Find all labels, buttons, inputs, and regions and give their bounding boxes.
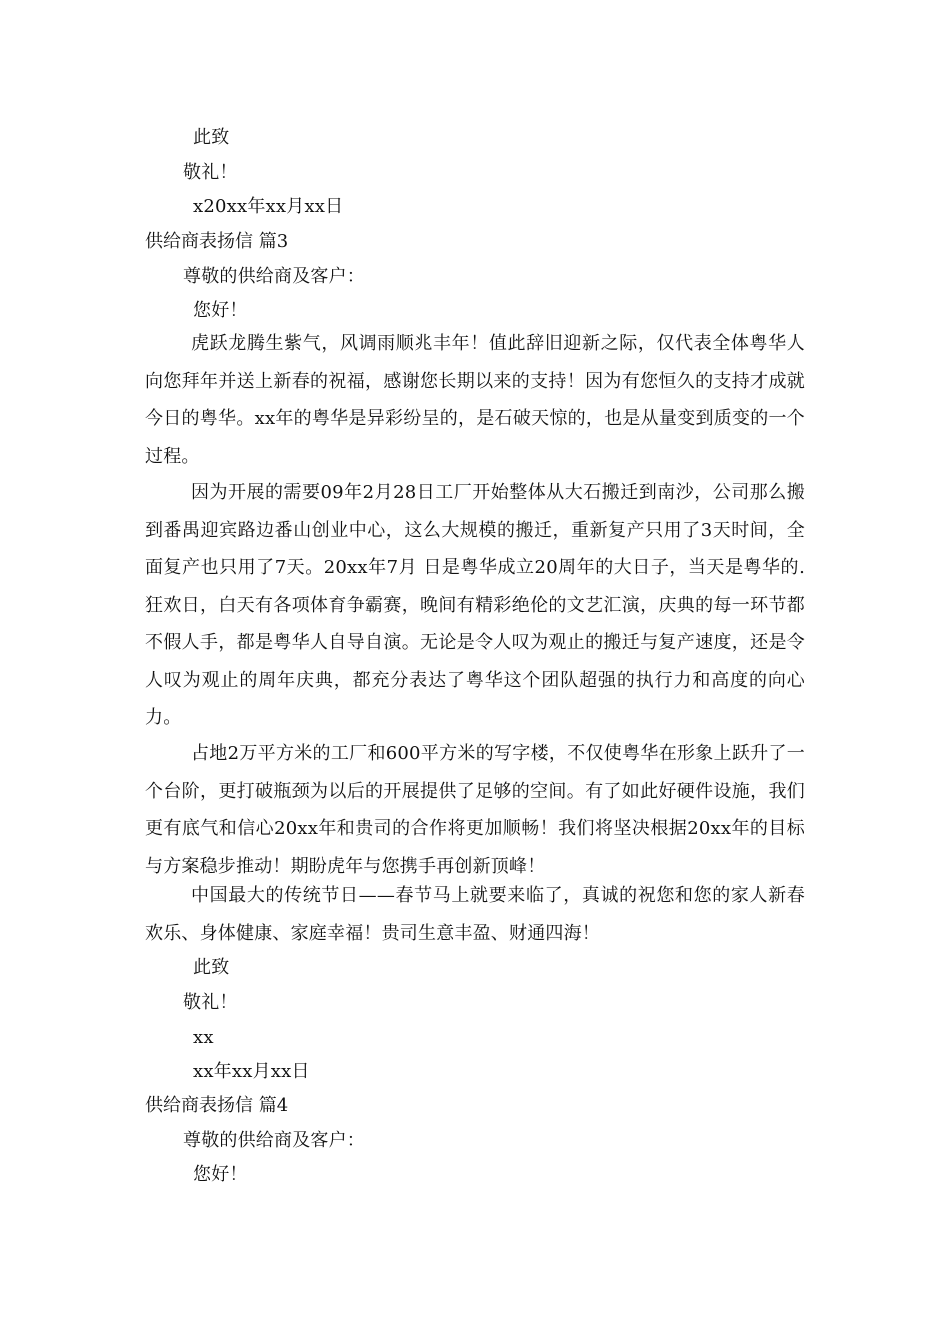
closing-regards: 敬礼！	[183, 162, 238, 183]
closing-salutation: 此致	[193, 127, 230, 148]
letter-greeting: 您好！	[193, 1164, 248, 1185]
body-paragraph: 虎跃龙腾生紫气，风调雨顺兆丰年！值此辞旧迎新之际，仅代表全体粤华人向您拜年并送上新春的祝福，感谢您长期以来的支持！因为有您恒久的支持才成就今日的粤华。xx年的粤华是异彩纷呈的，是石破天惊的，也是从量变到质变的一个过程。	[145, 333, 805, 467]
closing-date: x20xx年xx月xx日	[193, 196, 344, 217]
closing-date: xx年xx月xx日	[193, 1061, 310, 1082]
section-title: 供给商表扬信 篇3	[145, 231, 289, 252]
closing-regards: 敬礼！	[183, 992, 238, 1013]
closing-salutation: 此致	[193, 957, 230, 978]
letter-recipient: 尊敬的供给商及客户：	[183, 266, 365, 287]
body-paragraph: 中国最大的传统节日——春节马上就要来临了，真诚的祝您和您的家人新春欢乐、身体健康、家庭幸福！贵司生意丰盈、财通四海！	[145, 885, 805, 944]
letter-recipient: 尊敬的供给商及客户：	[183, 1130, 365, 1151]
body-paragraph: 占地2万平方米的工厂和600平方米的写字楼，不仅使粤华在形象上跃升了一个台阶，更打破瓶颈为以后的开展提供了足够的空间。有了如此好硬件设施，我们更有底气和信心20xx年和贵司的合作将更加顺畅！我们将坚决根据20xx年的目标与方案稳步推动！期盼虎年与您携手再创新顶峰！	[145, 743, 805, 877]
section-title: 供给商表扬信 篇4	[145, 1095, 289, 1116]
body-paragraph: 因为开展的需要09年2月28日工厂开始整体从大石搬迁到南沙，公司那么搬到番禺迎宾路边番山创业中心，这么大规模的搬迁，重新复产只用了3天时间，全面复产也只用了7天。20xx年7月 日是粤华成立20周年的大日子，当天是粤华的.狂欢日，白天有各项体育争霸赛，晚间有精彩绝伦的文艺汇演，庆典的每一环节都不假人手，都是粤华人自导自演。无论是令人叹为观止的搬迁与复产速度，还是令人叹为观止的周年庆典，都充分表达了粤华这个团队超强的执行力和高度的向心力。	[145, 482, 805, 728]
closing-signature: xx	[193, 1027, 214, 1048]
letter-greeting: 您好！	[193, 300, 248, 321]
